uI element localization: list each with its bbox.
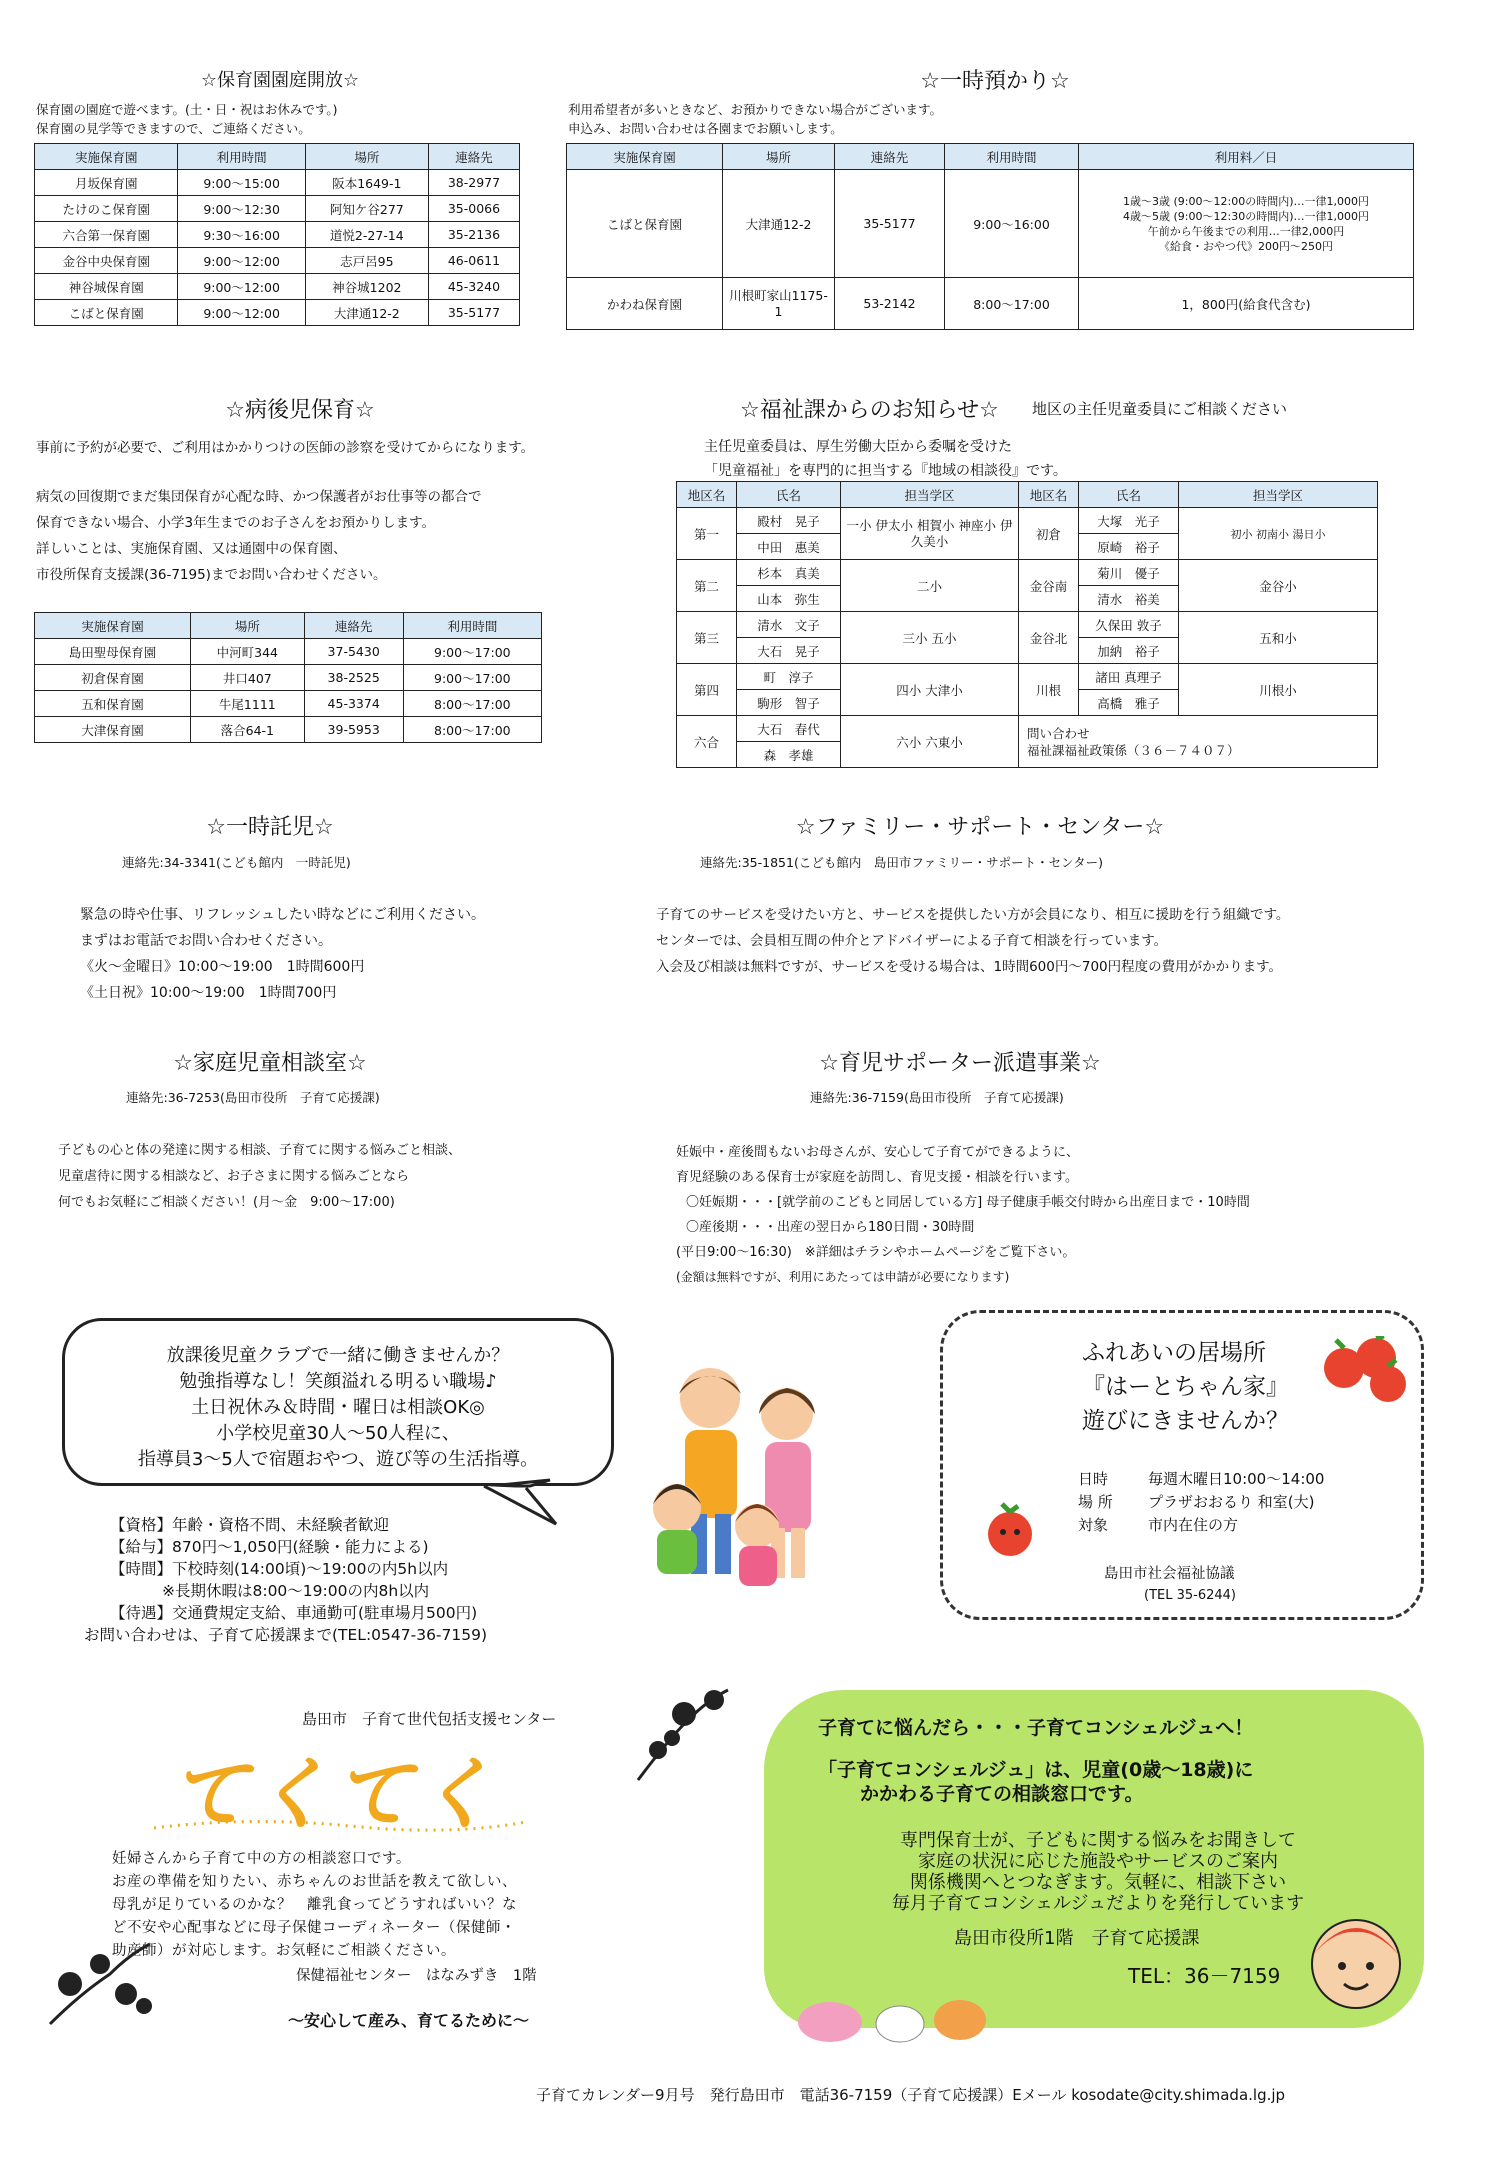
concierge-heading: 子育てに悩んだら・・・子育てコンシェルジュへ！ 「子育てコンシェルジュ」は、児童(0歳～18歳)に かかわる子育ての相談窓口です。 xyxy=(818,1717,1254,1805)
floral-ornament-icon xyxy=(628,1680,738,1790)
table-row: 神谷城保育園 9:00～12:00 神谷城1202 45-3240 xyxy=(35,274,520,300)
table-header: 氏名 xyxy=(1079,482,1179,508)
table-row: たけのこ保育園 9:00～12:30 阿知ケ谷277 35-0066 xyxy=(35,196,520,222)
table-row: かわね保育園 川根町家山1175-1 53-2142 8:00～17:00 1，800円(給食代含む) xyxy=(567,278,1414,330)
temp-table xyxy=(566,143,1414,330)
tekuteku-logo: てくてく xyxy=(170,1750,499,1840)
table-header: 連絡先 xyxy=(835,144,945,170)
club-bubble-line: 指導員3～5人で宿題おやつ、遊び等の生活指導。 xyxy=(137,1449,539,1470)
table-header: 担当学区 xyxy=(1179,482,1378,508)
heart-title: ふれあいの居場所 『はーとちゃん家』 遊びにきませんか？ xyxy=(1082,1340,1289,1434)
table-header: 氏名 xyxy=(737,482,841,508)
ichiji-contact: 連絡先:34-3341(こども館内 一時託児) xyxy=(122,855,351,870)
table-row: 金谷中央保育園 9:00～12:00 志戸呂95 46-0611 xyxy=(35,248,520,274)
heart-org: 島田市社会福祉協議 xyxy=(1104,1566,1235,1582)
tekuteku-header: 島田市 子育て世代包括支援センター xyxy=(302,1710,557,1728)
tekuteku-slogan: ～安心して産み、育てるために～ xyxy=(288,2011,529,2030)
table-header: 連絡先 xyxy=(428,144,519,170)
welfare-table xyxy=(676,481,1378,768)
table-header: 利用時間 xyxy=(178,144,305,170)
club-bubble xyxy=(62,1318,614,1486)
welfare-line1: 主任児童委員は、厚生労働大臣から委嘱を受けた xyxy=(704,439,1012,455)
temp-note: 申込み、お問い合わせは各園までお願いします。 xyxy=(568,121,843,136)
ichiji-text: 緊急の時や仕事、リフレッシュしたい時などにご利用ください。 まずはお電話でお問い合わせください。 《火～金曜日》10:00～19:00 1時間600円 《土日祝》10:00～19:00 1時間700円 xyxy=(80,907,486,1001)
welfare-title: ☆福祉課からのお知らせ☆ xyxy=(740,398,999,423)
table-row: 駒形 智子 高橋 雅子 xyxy=(677,690,1378,716)
club-details: 【資格】年齢・資格不問、未経験者歓迎 【給与】870円～1,050円(経験・能力による) 【時間】下校時刻(14:00頃)～19:00の内5h以内 ※長期休暇は8:00～19:00の内8h以内 【待遇】交通費規定支給、車通勤可(駐車場月500円) お問い合わせは、子育て応援課まで(TEL:0547-36-7159) xyxy=(84,1516,488,1644)
welfare-contact: 問い合わせ xyxy=(1027,725,1090,741)
heart-info: 日時 毎週木曜日10:00～14:00 場 所 プラザおおるり 和室(大) 対象 市内在住の方 xyxy=(1078,1470,1325,1534)
floral-ornament-icon xyxy=(40,1924,160,2034)
garden-note: 保育園の園庭で遊べます。(土・日・祝はお休みです。) xyxy=(36,102,338,117)
sick-table xyxy=(34,612,542,743)
table-header: 実施保育園 xyxy=(35,613,191,639)
family-title: ☆ファミリー・サポート・センター☆ xyxy=(795,815,1165,840)
table-row: 山本 弥生 清水 裕美 xyxy=(677,586,1378,612)
katei-contact: 連絡先:36-7253(島田市役所 子育て応援課) xyxy=(126,1090,380,1105)
table-header: 地区名 xyxy=(1019,482,1079,508)
tekuteku-place: 保健福祉センター はなみずき 1階 xyxy=(296,1968,537,1984)
table-header: 地区名 xyxy=(677,482,737,508)
club-bubble-line: 勉強指導なし！笑顔溢れる明るい職場♪ xyxy=(179,1371,497,1392)
table-row: 初倉保育園 井口407 38-2525 9:00～17:00 xyxy=(35,665,542,691)
table-header: 場所 xyxy=(723,144,835,170)
garden-notes xyxy=(36,100,338,138)
table-row: 大津保育園 落合64-1 39-5953 8:00～17:00 xyxy=(35,717,542,743)
welfare-subtitle: 地区の主任児童委員にご相談ください xyxy=(1032,400,1288,418)
garden-title: ☆保育園園庭開放☆ xyxy=(200,70,360,91)
temp-title: ☆一時預かり☆ xyxy=(920,69,1070,94)
ichiji-title: ☆一時託児☆ xyxy=(206,815,334,840)
table-header: 場所 xyxy=(305,144,428,170)
club-bubble-line: 小学校児童30人～50人程に、 xyxy=(216,1423,460,1444)
katei-text: 子どもの心と体の発達に関する相談、子育てに関する悩みごと相談、 児童虐待に関する相談など、お子さまに関する悩みごとなら 何でもお気軽にご相談ください！(月～金 9:00～17:00) xyxy=(58,1143,462,1210)
table-row: 六合 大石 春代 六小 六東小 問い合わせ 福祉課福祉政策係（３６－７４０７） xyxy=(677,716,1378,742)
concierge-mascot-icon xyxy=(1296,1900,1416,2030)
welfare-line2: 「児童福祉」を専門的に担当する『地域の相談役』です。 xyxy=(704,463,1067,479)
ikuji-contact: 連絡先:36-7159(島田市役所 子育て応援課) xyxy=(810,1090,1064,1105)
footer: 子育てカレンダー9月号 発行島田市 電話36-7159（子育て応援課）Eメール kosodate@city.shimada.lg.jp xyxy=(536,2086,1286,2104)
dotted-wave-icon xyxy=(150,1816,530,1836)
katei-title: ☆家庭児童相談室☆ xyxy=(173,1051,367,1076)
club-bubble-line: 土日祝休み＆時間・曜日は相談OK◎ xyxy=(191,1397,485,1418)
family-illustration-icon xyxy=(615,1358,855,1618)
sick-title: ☆病後児保育☆ xyxy=(225,398,375,423)
table-header: 利用時間 xyxy=(945,144,1079,170)
concierge-tel: TEL：36－7159 xyxy=(1128,1964,1281,1988)
table-row: こばと保育園 9:00～12:00 大津通12-2 35-5177 xyxy=(35,300,520,326)
table-row: こばと保育園 大津通12-2 35-5177 9:00～16:00 1歳～3歳 (9:00～12:00の時間内)…一律1,000円 4歳～5歳 (9:00～12:30の時間内)…一律1,000円 午前から午後までの利用…一律2,000円 《給食・おやつ代》200円～250円 xyxy=(567,170,1414,278)
table-row: 第一 殿村 晃子 一小 伊太小 相賀小 神座小 伊久美小 初倉 大塚 光子 初小 初南小 湯日小 xyxy=(677,508,1378,534)
table-header: 実施保育園 xyxy=(567,144,723,170)
table-row: 中田 惠美 原崎 裕子 xyxy=(677,534,1378,560)
table-header: 連絡先 xyxy=(304,613,403,639)
family-text: 子育てのサービスを受けたい方と、サービスを提供したい方が会員になり、相互に援助を行う組織です。 センターでは、会員相互間の仲介とアドバイザーによる子育て相談を行っています。 入会及び相談は無料ですが、サービスを受ける場合は、1時間600円～700円程度の費用がかかります。 xyxy=(656,907,1290,975)
table-row: 六合第一保育園 9:30～16:00 道悦2-27-14 35-2136 xyxy=(35,222,520,248)
animal-characters-icon xyxy=(790,1988,990,2044)
table-header: 場所 xyxy=(190,613,304,639)
family-contact: 連絡先:35-1851(こども館内 島田市ファミリー・サポート・センター) xyxy=(700,855,1103,870)
sick-notes: 病気の回復期でまだ集団保育が心配な時、かつ保護者がお仕事等の都合で 保育できない場合、小学3年生までのお子さんをお預かりします。 詳しいことは、実施保育園、又は通園中の保育園、 市役所保育支援課(36-7195)までお問い合わせください。 xyxy=(36,489,482,583)
concierge-text: 専門保育士が、子どもに関する悩みをお聞きして 家庭の状況に応じた施設やサービスのご案内 関係機関へとつなぎます。気軽に、相談下さい 毎月子育てコンシェルジュだよりを発行しています xyxy=(891,1830,1305,1914)
club-bubble-line: 放課後児童クラブで一緒に働きませんか？ xyxy=(166,1345,510,1366)
table-header: 利用料／日 xyxy=(1079,144,1414,170)
concierge-office: 島田市役所1階 子育て応援課 xyxy=(954,1928,1200,1949)
table-row: 第四 町 淳子 四小 大津小 川根 諸田 真理子 川根小 xyxy=(677,664,1378,690)
apple-mascot-icon xyxy=(980,1502,1040,1566)
apple-characters-icon xyxy=(1316,1336,1412,1410)
table-row: 五和保育園 牛尾1111 45-3374 8:00～17:00 xyxy=(35,691,542,717)
table-header: 担当学区 xyxy=(841,482,1019,508)
garden-note: 保育園の見学等できますので、ご連絡ください。 xyxy=(36,121,311,136)
table-row: 月坂保育園 9:00～15:00 阪本1649-1 38-2977 xyxy=(35,170,520,196)
table-row: 島田聖母保育園 中河町344 37-5430 9:00～17:00 xyxy=(35,639,542,665)
welfare-contact: 福祉課福祉政策係（３６－７４０７） xyxy=(1027,742,1240,758)
temp-note: 利用希望者が多いときなど、お預かりできない場合がございます。 xyxy=(568,102,943,117)
table-header: 実施保育園 xyxy=(35,144,178,170)
table-row: 大石 晃子 加納 裕子 xyxy=(677,638,1378,664)
table-row: 森 孝雄 xyxy=(677,742,1378,768)
table-header: 利用時間 xyxy=(403,613,541,639)
ikuji-text: 妊娠中・産後間もないお母さんが、安心して子育てができるように、 育児経験のある保育士が家庭を訪問し、育児支援・相談を行います。 〇妊娠期・・・[就学前のこどもと同居している方] 母子健康手帳交付時から出産日まで・10時間 〇産後期・・・出産の翌日から180日間・30時間 (平日9:00～16:30) ※詳細はチラシやホームページをご覧下さい。 (金額は無料ですが、利用にあたっては申請が必要になります) xyxy=(676,1145,1250,1284)
temp-notes xyxy=(568,100,942,138)
sick-line1: 事前に予約が必要で、ご利用はかかりつけの医師の診察を受けてからになります。 xyxy=(36,440,535,456)
heart-tel: (TEL 35-6244) xyxy=(1144,1588,1236,1603)
garden-table xyxy=(34,143,520,326)
table-row: 第二 杉本 真美 二小 金谷南 菊川 優子 金谷小 xyxy=(677,560,1378,586)
ikuji-title: ☆育児サポーター派遣事業☆ xyxy=(819,1051,1101,1076)
tekuteku-text: 妊婦さんから子育て中の方の相談窓口です。 お産の準備を知りたい、赤ちゃんのお世話を教えて欲しい、 母乳が足りているのかな？ 離乳食ってどうすればいい？な ど不安や心配事などに母子保健コーディネーター（保健師・ 助産師）が対応します。お気軽にご相談ください。 xyxy=(112,1851,517,1959)
table-row: 第三 清水 文子 三小 五小 金谷北 久保田 敦子 五和小 xyxy=(677,612,1378,638)
